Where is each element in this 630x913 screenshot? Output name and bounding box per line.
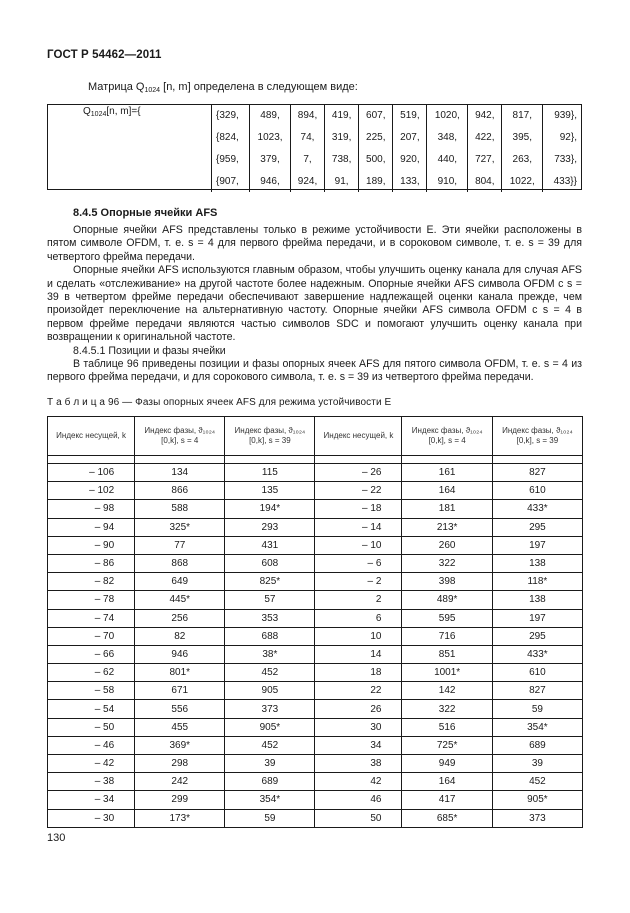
phase-index-cell: 161 [402, 464, 492, 482]
phase-index-cell: 851 [402, 645, 492, 663]
phase-index-cell: 689 [492, 736, 582, 754]
phase-index-cell: 142 [402, 682, 492, 700]
phase-index-cell: 115 [225, 464, 315, 482]
phase-index-cell: 1001* [402, 664, 492, 682]
matrix-cell: 419, [325, 104, 359, 126]
matrix-cell: 207, [393, 126, 427, 148]
matrix-row [47, 104, 581, 126]
matrix-cell: 607, [359, 104, 393, 126]
phase-index-cell: 59 [492, 700, 582, 718]
carrier-index-cell: – 26 [315, 464, 402, 482]
carrier-index-cell: – 78 [48, 591, 135, 609]
table-row [48, 682, 583, 700]
phase-index-cell: 588 [135, 500, 225, 518]
phase-index-cell: 398 [402, 573, 492, 591]
phase-index-cell: 322 [402, 700, 492, 718]
carrier-index-cell: 26 [315, 700, 402, 718]
carrier-index-cell: 34 [315, 736, 402, 754]
phase-index-cell: 197 [492, 609, 582, 627]
phase-index-cell: 138 [492, 554, 582, 572]
phase-index-cell: 295 [492, 627, 582, 645]
carrier-index-cell: – 70 [48, 627, 135, 645]
carrier-index-cell: 46 [315, 791, 402, 809]
phase-index-cell: 949 [402, 755, 492, 773]
phase-index-cell: 452 [492, 773, 582, 791]
matrix-cell: 939}, [543, 104, 581, 126]
phase-index-cell: 138 [492, 591, 582, 609]
phase-index-cell: 516 [402, 718, 492, 736]
matrix-intro: Матрица $Q_{1024}$ [n, m] определена в следующем виде: [88, 81, 358, 94]
matrix-cell: 92}, [543, 126, 581, 148]
phase-index-cell: 118* [492, 573, 582, 591]
matrix-cell: {959, [212, 148, 250, 170]
phase-index-cell: 433* [492, 500, 582, 518]
phase-index-cell: 295 [492, 518, 582, 536]
carrier-index-cell: – 82 [48, 573, 135, 591]
table-row [48, 518, 583, 536]
phase-index-cell: 610 [492, 664, 582, 682]
carrier-index-cell: 50 [315, 809, 402, 827]
table-header-row [48, 417, 583, 456]
section-body [47, 224, 582, 385]
matrix-cell: 395, [502, 126, 543, 148]
carrier-index-cell: 14 [315, 645, 402, 663]
table-row [48, 791, 583, 809]
carrier-index-cell: 6 [315, 609, 402, 627]
document-header: ГОСТ Р 54462—2011 [47, 49, 162, 61]
phase-index-cell: 299 [135, 791, 225, 809]
phase-index-cell: 242 [135, 773, 225, 791]
phase-index-cell: 353 [225, 609, 315, 627]
phase-index-cell: 445* [135, 591, 225, 609]
phase-index-cell: 373 [492, 809, 582, 827]
matrix-label: $Q_{1024}[n$, m]={ [83, 106, 141, 118]
carrier-index-cell: – 74 [48, 609, 135, 627]
matrix-cell: 894, [290, 104, 324, 126]
phase-index-cell: 610 [492, 482, 582, 500]
carrier-index-cell: – 50 [48, 718, 135, 736]
phase-index-cell: 689 [225, 773, 315, 791]
table-row [48, 573, 583, 591]
table-row [48, 536, 583, 554]
phase-index-cell: 433* [492, 645, 582, 663]
carrier-index-cell: 38 [315, 755, 402, 773]
matrix-cell: 920, [393, 148, 427, 170]
table-row [48, 755, 583, 773]
matrix-cell: 189, [359, 170, 393, 192]
phase-index-cell: 181 [402, 500, 492, 518]
carrier-index-cell: – 30 [48, 809, 135, 827]
phase-index-cell: 325* [135, 518, 225, 536]
section-heading: 8.4.5 Опорные ячейки AFS [73, 207, 218, 219]
phase-index-cell: 135 [225, 482, 315, 500]
table-row [48, 627, 583, 645]
matrix-cell: 727, [468, 148, 502, 170]
phase-index-cell: 417 [402, 791, 492, 809]
phase-table [47, 416, 583, 828]
carrier-index-cell: – 2 [315, 573, 402, 591]
phase-index-cell: 671 [135, 682, 225, 700]
phase-index-cell: 905 [225, 682, 315, 700]
phase-index-cell: 173* [135, 809, 225, 827]
phase-index-cell: 298 [135, 755, 225, 773]
matrix-cell: {907, [212, 170, 250, 192]
carrier-index-cell: – 54 [48, 700, 135, 718]
phase-index-cell: 134 [135, 464, 225, 482]
matrix-cell: 91, [325, 170, 359, 192]
matrix-cell: {824, [212, 126, 250, 148]
carrier-index-cell: 22 [315, 682, 402, 700]
table-row [48, 700, 583, 718]
matrix-cell: {329, [212, 104, 250, 126]
carrier-index-cell: – 42 [48, 755, 135, 773]
carrier-index-cell: – 90 [48, 536, 135, 554]
phase-index-cell: 39 [225, 755, 315, 773]
carrier-index-cell: 2 [315, 591, 402, 609]
phase-index-cell: 649 [135, 573, 225, 591]
phase-index-cell: 685* [402, 809, 492, 827]
phase-index-cell: 256 [135, 609, 225, 627]
column-header: Индекс фазы, ϑ₁₀₂₄ [0,k], s = 39 [225, 417, 315, 456]
phase-index-cell: 164 [402, 773, 492, 791]
phase-index-cell: 489* [402, 591, 492, 609]
matrix-cell: 804, [468, 170, 502, 192]
phase-index-cell: 905* [225, 718, 315, 736]
phase-index-cell: 82 [135, 627, 225, 645]
carrier-index-cell: – 10 [315, 536, 402, 554]
phase-index-cell: 431 [225, 536, 315, 554]
carrier-index-cell: – 22 [315, 482, 402, 500]
phase-index-cell: 827 [492, 464, 582, 482]
carrier-index-cell: – 38 [48, 773, 135, 791]
table-row [48, 609, 583, 627]
carrier-index-cell: – 86 [48, 554, 135, 572]
matrix-cell: 379, [250, 148, 291, 170]
phase-index-cell: 452 [225, 736, 315, 754]
subsection-heading: 8.4.5.1 Позиции и фазы ячейки [73, 344, 226, 357]
matrix-cell: 738, [325, 148, 359, 170]
carrier-index-cell: – 46 [48, 736, 135, 754]
matrix-cell: 74, [290, 126, 324, 148]
page-number: 130 [47, 832, 66, 844]
phase-index-cell: 373 [225, 700, 315, 718]
matrix-cell: 348, [427, 126, 468, 148]
phase-index-cell: 39 [492, 755, 582, 773]
phase-index-cell: 608 [225, 554, 315, 572]
matrix-cell: 946, [250, 170, 291, 192]
carrier-index-cell: – 106 [48, 464, 135, 482]
matrix-cell: 440, [427, 148, 468, 170]
matrix-cell: 263, [502, 148, 543, 170]
phase-index-cell: 455 [135, 718, 225, 736]
matrix-cell: 7, [290, 148, 324, 170]
phase-index-cell: 194* [225, 500, 315, 518]
phase-index-cell: 556 [135, 700, 225, 718]
matrix-cell: 422, [468, 126, 502, 148]
paragraph: Опорные ячейки AFS используются главным образом, чтобы улучшить оценку канала для случая AFS и сделать «отслеживание» на другой частоте более надежным. Опорные ячейки AFS символа OFDM c s = 39 в четвертом фрейме передачи обеспечивают завершение надлежащей оценки канала прежде, чем произойдет переключение на альтернативную частоту. Опорные ячейки AFS символа OFDM c s = 4 в первом фрейме передачи являются частью символов SDC и помогают улучшить оценку канала при возвращении к оригинальной частоте. [47, 264, 582, 344]
phase-index-cell: 452 [225, 664, 315, 682]
phase-index-cell: 725* [402, 736, 492, 754]
phase-index-cell: 801* [135, 664, 225, 682]
matrix-cell: 519, [393, 104, 427, 126]
carrier-index-cell: – 14 [315, 518, 402, 536]
column-header: Индекс фазы, ϑ₁₀₂₄ [0,k], s = 4 [135, 417, 225, 456]
table-row [48, 464, 583, 482]
carrier-index-cell: 30 [315, 718, 402, 736]
phase-index-cell: 197 [492, 536, 582, 554]
phase-index-cell: 38* [225, 645, 315, 663]
phase-index-cell: 716 [402, 627, 492, 645]
carrier-index-cell: – 62 [48, 664, 135, 682]
matrix-cell: 489, [250, 104, 291, 126]
table-row [48, 554, 583, 572]
column-header: Индекс несущей, k [48, 417, 135, 456]
carrier-index-cell: – 98 [48, 500, 135, 518]
table-row [48, 809, 583, 827]
matrix-cell: 1020, [427, 104, 468, 126]
column-header: Индекс фазы, ϑ₁₀₂₄ [0,k], s = 39 [492, 417, 582, 456]
table-caption: Т а б л и ц а 96 — Фазы опорных ячеек AFS для режима устойчивости E [47, 397, 392, 408]
carrier-index-cell: – 34 [48, 791, 135, 809]
table-row [48, 500, 583, 518]
table-row [48, 645, 583, 663]
phase-index-cell: 369* [135, 736, 225, 754]
matrix-cell: 1022, [502, 170, 543, 192]
matrix-table [47, 104, 581, 192]
table-row [48, 773, 583, 791]
phase-index-cell: 354* [492, 718, 582, 736]
column-header: Индекс несущей, k [315, 417, 402, 456]
table-row [48, 736, 583, 754]
table-row [48, 482, 583, 500]
carrier-index-cell: – 18 [315, 500, 402, 518]
phase-index-cell: 595 [402, 609, 492, 627]
carrier-index-cell: – 66 [48, 645, 135, 663]
matrix-cell: 500, [359, 148, 393, 170]
phase-index-cell: 354* [225, 791, 315, 809]
phase-index-cell: 57 [225, 591, 315, 609]
table-row [48, 664, 583, 682]
carrier-index-cell: – 94 [48, 518, 135, 536]
matrix-cell: 817, [502, 104, 543, 126]
paragraph: В таблице 96 приведены позиции и фазы опорных ячеек AFS для пятого символа OFDM, т. е. s = 4 из первого фрейма передачи, и для сорокового символа, т. е. s = 39 из четвертого фрейма передачи. [47, 358, 582, 384]
table-row [48, 591, 583, 609]
paragraph: Опорные ячейки AFS представлены только в режиме устойчивости E. Эти ячейки расположены в пятом символе OFDM, т. е. s = 4 для первого фрейма передачи, и в сороковом символе, т. е. s = 39 для четвертого фрейма передачи. [47, 224, 582, 263]
matrix-cell: 924, [290, 170, 324, 192]
phase-index-cell: 164 [402, 482, 492, 500]
carrier-index-cell: – 6 [315, 554, 402, 572]
matrix-cell: 319, [325, 126, 359, 148]
column-header: Индекс фазы, ϑ₁₀₂₄ [0,k], s = 4 [402, 417, 492, 456]
table-row [48, 718, 583, 736]
phase-index-cell: 59 [225, 809, 315, 827]
phase-index-cell: 946 [135, 645, 225, 663]
phase-index-cell: 827 [492, 682, 582, 700]
carrier-index-cell: – 102 [48, 482, 135, 500]
header-spacer [48, 456, 583, 464]
matrix-cell: 1023, [250, 126, 291, 148]
carrier-index-cell: – 58 [48, 682, 135, 700]
phase-index-cell: 77 [135, 536, 225, 554]
phase-index-cell: 905* [492, 791, 582, 809]
carrier-index-cell: 42 [315, 773, 402, 791]
phase-index-cell: 322 [402, 554, 492, 572]
matrix-cell: 910, [427, 170, 468, 192]
matrix-cell: 433}} [543, 170, 581, 192]
phase-index-cell: 260 [402, 536, 492, 554]
matrix-cell: 133, [393, 170, 427, 192]
matrix-cell: 733}, [543, 148, 581, 170]
carrier-index-cell: 18 [315, 664, 402, 682]
phase-index-cell: 213* [402, 518, 492, 536]
phase-index-cell: 825* [225, 573, 315, 591]
phase-index-cell: 688 [225, 627, 315, 645]
phase-index-cell: 868 [135, 554, 225, 572]
carrier-index-cell: 10 [315, 627, 402, 645]
phase-index-cell: 293 [225, 518, 315, 536]
matrix-cell: 225, [359, 126, 393, 148]
matrix-cell: 942, [468, 104, 502, 126]
phase-index-cell: 866 [135, 482, 225, 500]
